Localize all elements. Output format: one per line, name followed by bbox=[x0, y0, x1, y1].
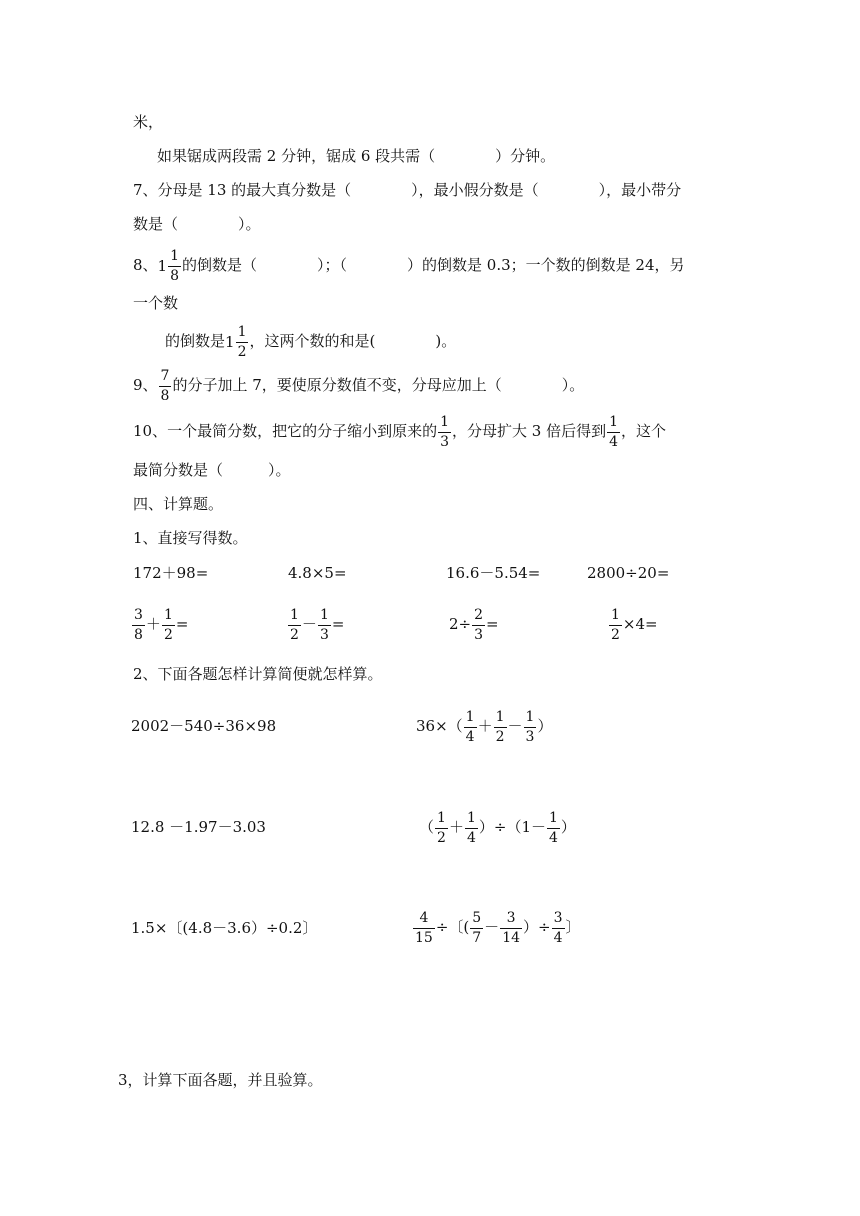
q8-text-a: 的倒数是（ ）；（ ）的倒数是 0.3；一个数的倒数是 24，另 bbox=[182, 256, 685, 274]
c24-den: 2 bbox=[611, 627, 620, 643]
part-3-title: 3，计算下面各题，并且验算。 bbox=[118, 1071, 323, 1089]
saw-question-line: 如果锯成两段需 2 分钟，锯成 6 段共需（ ）分钟。 bbox=[157, 147, 556, 165]
calc-2-2 bbox=[287, 604, 344, 644]
c22-num-b: 1 bbox=[319, 607, 329, 623]
e6-frac-1 bbox=[413, 910, 435, 946]
q10-text-c: ，这个 bbox=[621, 422, 667, 440]
c22-den-b: 3 bbox=[319, 627, 329, 643]
e2-d3: 3 bbox=[525, 729, 535, 745]
question-10-line1 bbox=[133, 414, 666, 450]
c22-frac-a bbox=[288, 607, 301, 643]
q10-fraction-2 bbox=[607, 414, 620, 450]
e6-d3: 14 bbox=[502, 930, 521, 946]
e4-n3: 1 bbox=[549, 810, 558, 826]
e6-mid: ）÷ bbox=[523, 918, 551, 936]
e4-op1: ＋ bbox=[448, 818, 464, 836]
expr-6 bbox=[412, 907, 581, 947]
question-8-line1 bbox=[133, 248, 685, 284]
c21-eq: = bbox=[175, 615, 189, 633]
q8-fraction-2 bbox=[236, 324, 249, 360]
e2-frac-1 bbox=[464, 709, 477, 745]
e6-op1: ÷〔( bbox=[435, 918, 470, 936]
e4-frac-1 bbox=[435, 810, 448, 846]
e4-d1: 2 bbox=[437, 830, 446, 846]
e6-frac-3 bbox=[500, 910, 522, 946]
c22-op: － bbox=[301, 615, 317, 633]
e4-frac-2 bbox=[465, 810, 478, 846]
expr-3: 12.8 －1.97－3.03 bbox=[131, 818, 266, 836]
e6-op2: － bbox=[484, 918, 500, 936]
calc-2-3 bbox=[449, 604, 499, 644]
q8-frac-den: 8 bbox=[170, 268, 180, 284]
calc-1-4: 2800÷20= bbox=[587, 564, 670, 582]
q8-fraction bbox=[168, 248, 181, 284]
e6-post: 〕 bbox=[565, 918, 581, 936]
e2-n3: 1 bbox=[525, 709, 535, 725]
e2-frac-3 bbox=[524, 709, 537, 745]
q8-mixed-number-2 bbox=[225, 324, 249, 360]
e4-pre: （ bbox=[419, 818, 435, 836]
calc-1-3: 16.6－5.54= bbox=[446, 564, 541, 582]
c22-den-a: 2 bbox=[290, 627, 299, 643]
question-8-line3 bbox=[165, 324, 456, 360]
e4-d2: 4 bbox=[466, 830, 476, 846]
q9-text: 的分子加上 7，要使原分数值不变，分母应加上（ ）。 bbox=[172, 376, 585, 394]
q8-line3-b: ，这两个数的和是( )。 bbox=[249, 332, 457, 350]
question-8-line2: 一个数 bbox=[133, 294, 179, 312]
calc-1-2: 4.8×5= bbox=[288, 564, 347, 582]
q10-f2-num: 1 bbox=[609, 414, 619, 430]
c23-den: 3 bbox=[474, 627, 484, 643]
c23-frac bbox=[472, 607, 485, 643]
e2-d2: 2 bbox=[495, 729, 505, 745]
c24-frac bbox=[609, 607, 622, 643]
e2-post: ） bbox=[537, 717, 553, 735]
q9-prefix: 9、 bbox=[133, 376, 158, 394]
e6-n3: 3 bbox=[506, 910, 516, 926]
e4-post: ） bbox=[560, 818, 576, 836]
e2-frac-2 bbox=[494, 709, 507, 745]
calc-1-1: 172＋98= bbox=[133, 564, 209, 582]
e2-op2: － bbox=[507, 717, 523, 735]
expr-1: 2002－540÷36×98 bbox=[131, 717, 277, 735]
e6-n2: 5 bbox=[472, 910, 482, 926]
e6-d2: 7 bbox=[472, 930, 482, 946]
q8-line3-a: 的倒数是 bbox=[165, 332, 226, 350]
c22-eq: = bbox=[331, 615, 345, 633]
c24-num: 1 bbox=[611, 607, 620, 623]
question-7-line1: 7、分母是 13 的最大真分数是（ ），最小假分数是（ ），最小带分 bbox=[133, 181, 682, 199]
expr-2 bbox=[416, 706, 552, 746]
e2-pre: 36×（ bbox=[416, 717, 463, 735]
e6-frac-2 bbox=[470, 910, 483, 946]
question-7-line2: 数是（ ）。 bbox=[133, 215, 261, 233]
section-4-heading: 四、计算题。 bbox=[133, 495, 224, 513]
c21-op: ＋ bbox=[145, 615, 161, 633]
q10-fraction-1 bbox=[438, 414, 451, 450]
q10-f1-num: 1 bbox=[440, 414, 450, 430]
c23-pre: 2÷ bbox=[449, 615, 472, 633]
q10-text-a: 10、一个最简分数，把它的分子缩小到原来的 bbox=[133, 422, 438, 440]
e2-d1: 4 bbox=[465, 729, 475, 745]
e6-frac-4 bbox=[552, 910, 565, 946]
q8-m2-num: 1 bbox=[237, 324, 247, 340]
e4-n1: 1 bbox=[437, 810, 446, 826]
q8-prefix: 8、 bbox=[133, 256, 158, 274]
q10-f2-den: 4 bbox=[609, 434, 619, 450]
question-10-line2: 最简分数是（ ）。 bbox=[133, 461, 291, 479]
q8-m2-whole: 1 bbox=[225, 333, 235, 351]
c23-num: 2 bbox=[474, 607, 484, 623]
q9-num: 7 bbox=[160, 368, 170, 384]
q8-mixed-whole: 1 bbox=[157, 257, 168, 275]
q8-mixed-number bbox=[158, 248, 182, 284]
q9-den: 8 bbox=[160, 388, 170, 404]
e4-mid: ）÷（1－ bbox=[478, 818, 546, 836]
c21-frac-a bbox=[132, 607, 145, 643]
q10-f1-den: 3 bbox=[440, 434, 450, 450]
e2-op1: ＋ bbox=[477, 717, 493, 735]
q8-m2-den: 2 bbox=[237, 344, 247, 360]
c22-frac-b bbox=[318, 607, 331, 643]
line-mi: 米， bbox=[133, 113, 164, 131]
e2-n2: 1 bbox=[495, 709, 505, 725]
q8-frac-num: 1 bbox=[170, 248, 180, 264]
e2-n1: 1 bbox=[465, 709, 475, 725]
c24-post: ×4= bbox=[622, 615, 658, 633]
part-1-title: 1、直接写得数。 bbox=[133, 529, 248, 547]
e4-frac-3 bbox=[547, 810, 560, 846]
e6-d4: 4 bbox=[553, 930, 563, 946]
question-9-line bbox=[133, 368, 584, 404]
q10-text-b: ，分母扩大 3 倍后得到 bbox=[452, 422, 607, 440]
e6-n1: 4 bbox=[419, 910, 429, 926]
c21-num-b: 1 bbox=[163, 607, 173, 623]
c21-frac-b bbox=[162, 607, 175, 643]
e6-d1: 15 bbox=[415, 930, 433, 946]
part-2-title: 2、下面各题怎样计算简便就怎样算。 bbox=[133, 665, 383, 683]
c21-num-a: 3 bbox=[134, 607, 143, 623]
e4-n2: 1 bbox=[466, 810, 476, 826]
c22-num-a: 1 bbox=[290, 607, 299, 623]
e6-n4: 3 bbox=[553, 910, 563, 926]
calc-2-4 bbox=[608, 604, 658, 644]
calc-2-1 bbox=[131, 604, 188, 644]
c21-den-a: 8 bbox=[134, 627, 143, 643]
expr-4 bbox=[419, 807, 576, 847]
expr-5: 1.5×〔(4.8－3.6）÷0.2〕 bbox=[131, 919, 318, 937]
q9-fraction bbox=[159, 368, 172, 404]
c21-den-b: 2 bbox=[163, 627, 173, 643]
c23-eq: = bbox=[486, 615, 499, 633]
e4-d3: 4 bbox=[549, 830, 558, 846]
